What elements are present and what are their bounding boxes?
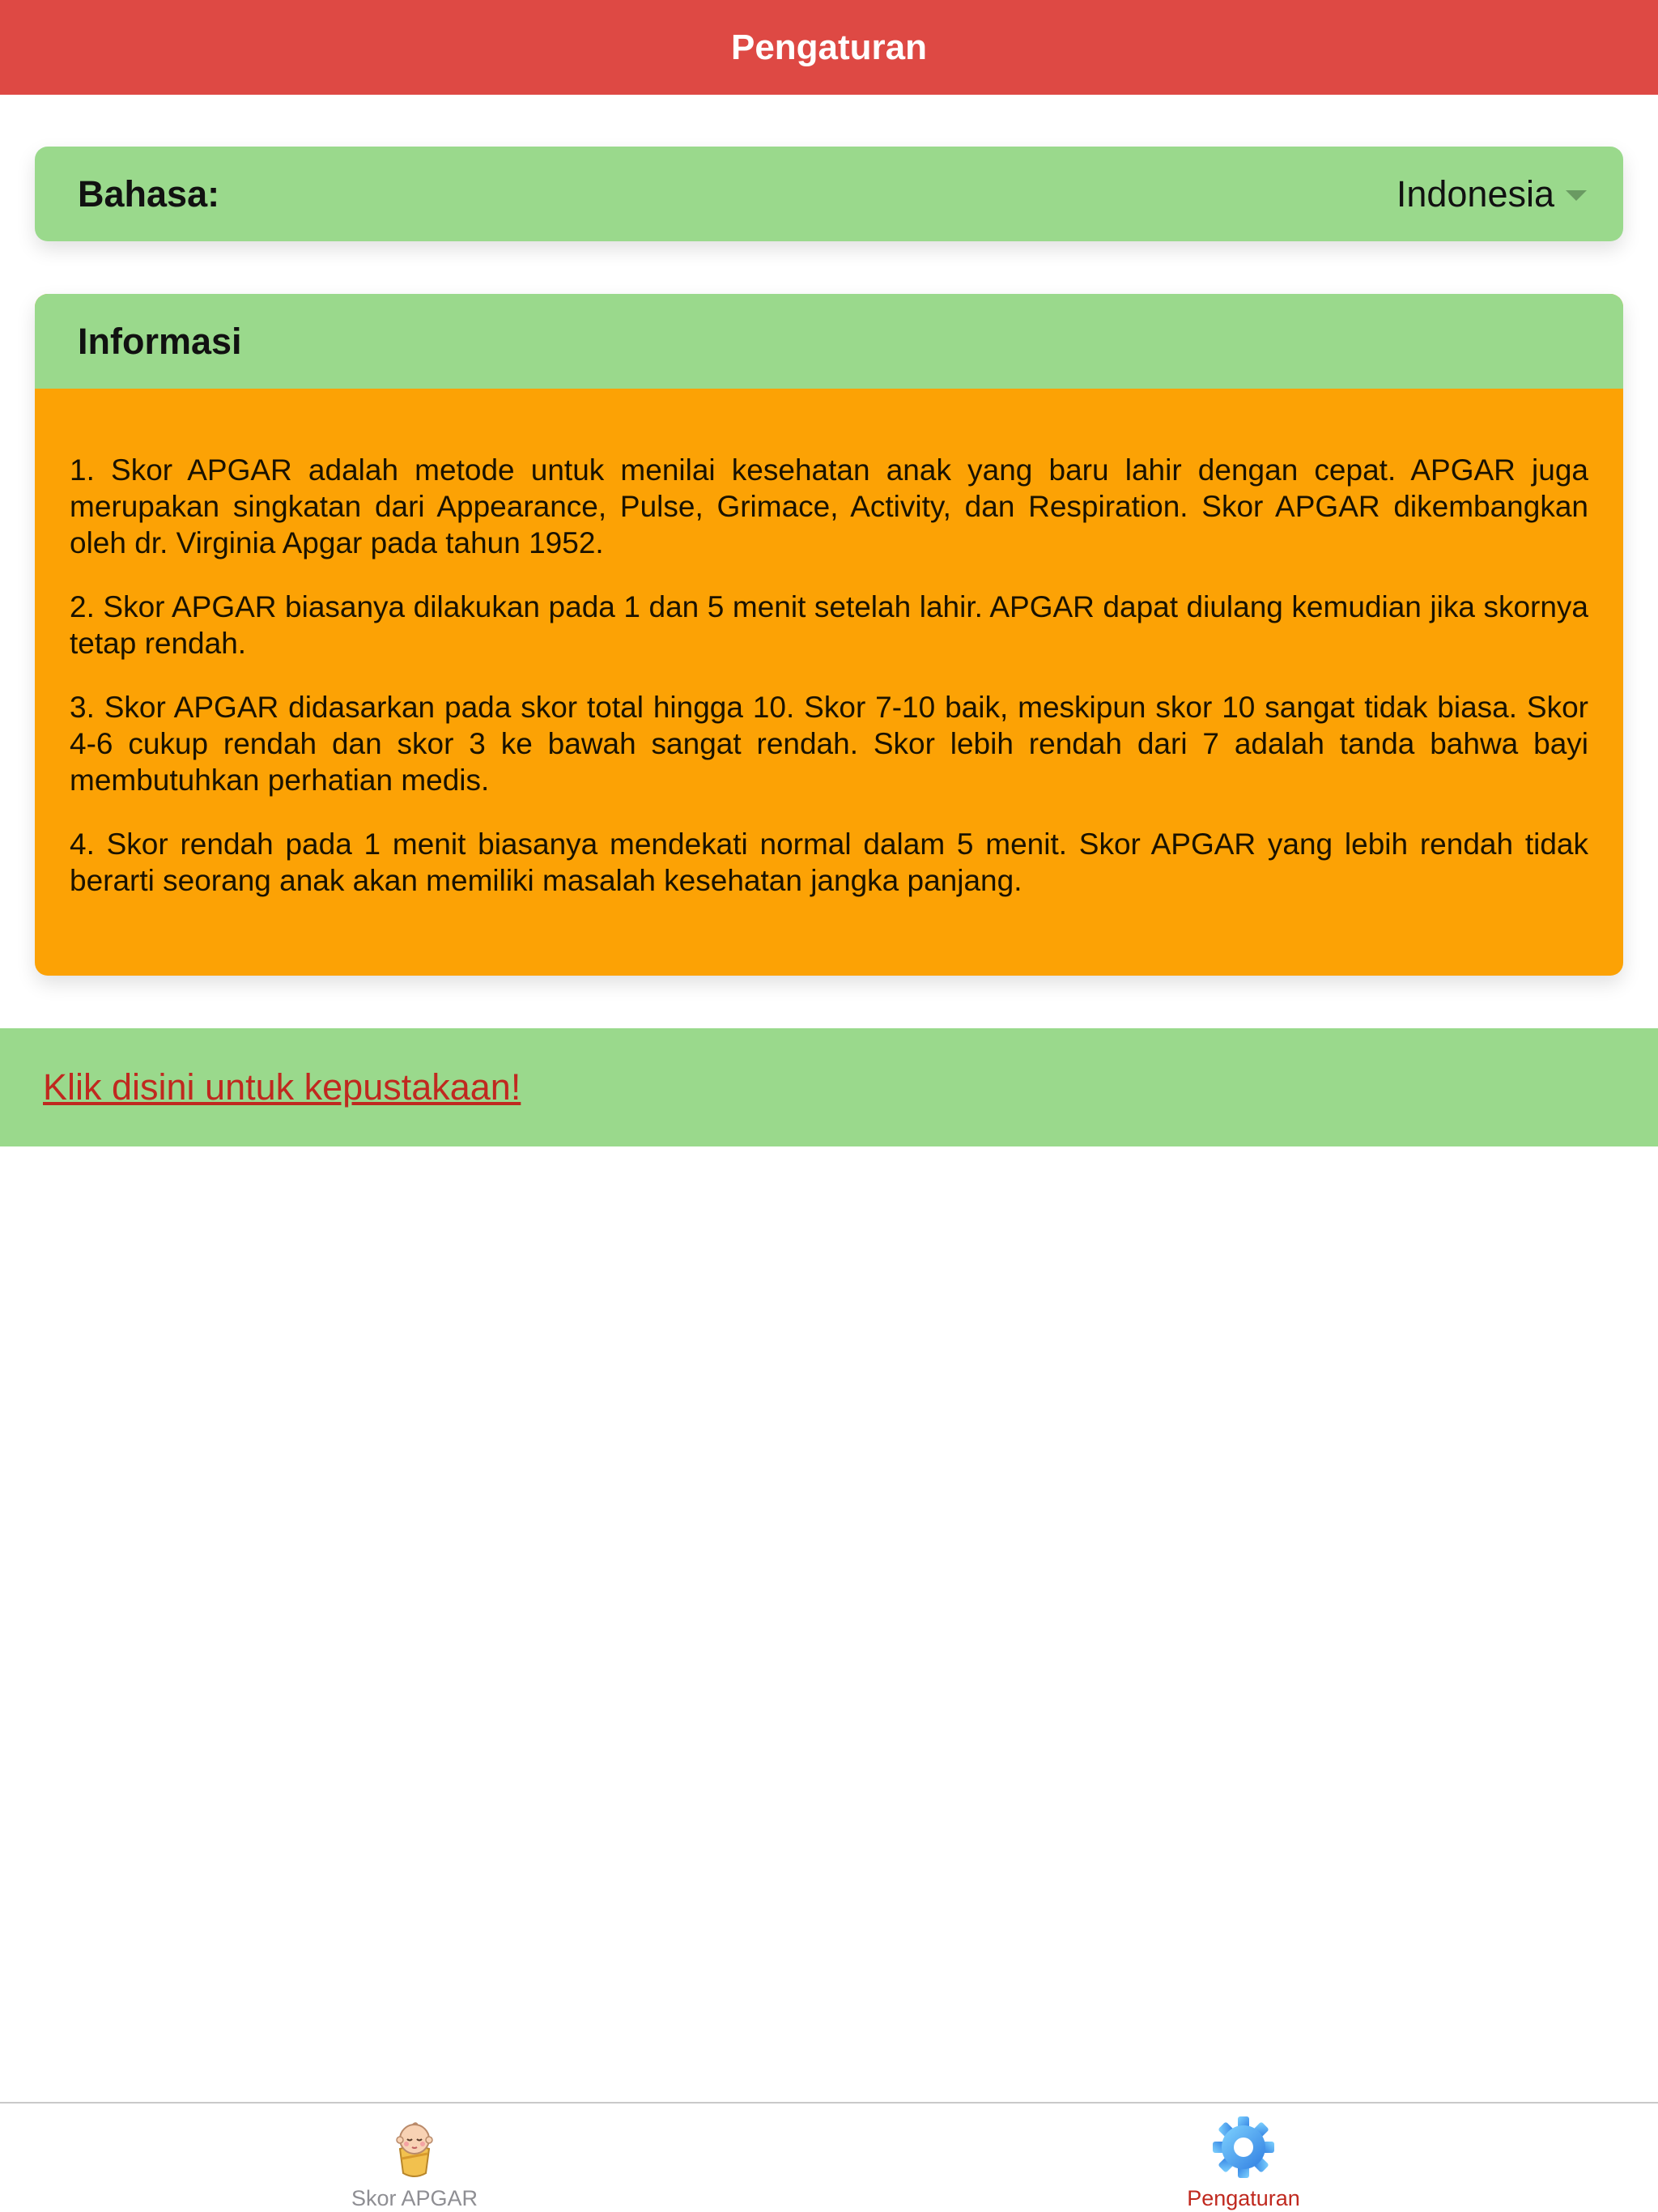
tab-label-pengaturan: Pengaturan <box>1187 2186 1300 2210</box>
tab-bar <box>0 2102 1658 2212</box>
tab-pengaturan[interactable] <box>829 2104 1658 2212</box>
language-label: Bahasa: <box>78 172 220 215</box>
gear-icon <box>1209 2113 1278 2181</box>
info-title: Informasi <box>78 320 242 362</box>
info-paragraph-3: 3. Skor APGAR didasarkan pada skor total hingga 10. Skor 7-10 baik, meskipun skor 10 sangat tidak biasa. Skor 4-6 cukup rendah dan skor 3 ke bawah sangat rendah. Skor lebih rendah dari 7 adalah tanda bahwa bayi membutuhkan perhatian medis. <box>70 691 1588 797</box>
info-paragraph-1: 1. Skor APGAR adalah metode untuk menilai kesehatan anak yang baru lahir dengan cepat. APGAR juga merupakan singkatan dari Appearance, Pulse, Grimace, Activity, dan Respiration. Skor APGAR dikembangkan oleh dr. Virginia Apgar pada tahun 1952. <box>70 453 1588 559</box>
language-dropdown[interactable] <box>1397 173 1587 215</box>
page-title: Pengaturan <box>730 27 928 67</box>
baby-icon <box>380 2113 449 2181</box>
library-link[interactable]: Klik disini untuk kepustakaan! <box>43 1066 521 1108</box>
tab-label-skor-apgar: Skor APGAR <box>351 2186 478 2210</box>
language-card <box>35 147 1623 241</box>
library-link-bar <box>0 1028 1658 1146</box>
info-header <box>35 294 1623 389</box>
info-body <box>35 389 1623 899</box>
chevron-down-icon <box>1566 190 1587 201</box>
app-header <box>0 0 1658 95</box>
tab-skor-apgar[interactable] <box>0 2104 829 2212</box>
info-paragraph-4: 4. Skor rendah pada 1 menit biasanya mendekati normal dalam 5 menit. Skor APGAR yang lebih rendah tidak berarti seorang anak akan memiliki masalah kesehatan jangka panjang. <box>70 827 1588 897</box>
language-selected-value: Indonesia <box>1396 172 1554 215</box>
info-paragraph-2: 2. Skor APGAR biasanya dilakukan pada 1 dan 5 menit setelah lahir. APGAR dapat diulang kemudian jika skornya tetap rendah. <box>70 590 1588 660</box>
info-card <box>35 294 1623 976</box>
